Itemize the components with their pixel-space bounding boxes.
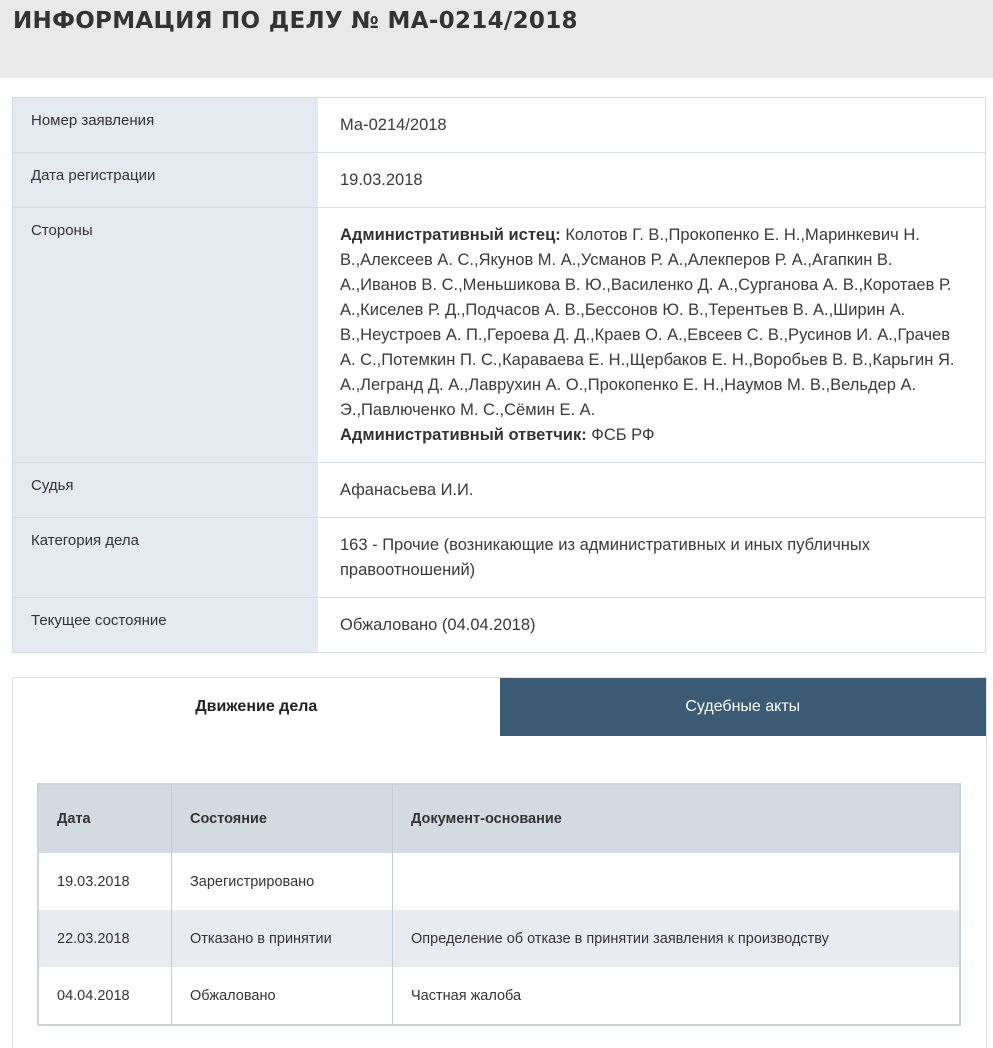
cell-state: Обжаловано [172,967,393,1025]
info-label: Номер заявления [13,98,318,152]
tab-bar [13,678,986,736]
plaintiff-list: Колотов Г. В.,Прокопенко Е. Н.,Маринкевич Н. В.,Алексеев А. С.,Якунов М. А.,Усманов Р. А.,Алекперов Р. А.,Агапкин В. А.,Иванов В. С.,Меньшикова В. Ю.,Василенко Д. А.,Сурганова А. В.,Коротаев Р. А.,Киселев Р. Д.,Подчасов А. В.,Бессонов Ю. В.,Терентьев В. А.,Ширин А. В.,Неустроев А. П.,Героева Д. Д.,Краев О. А.,Евсеев С. В.,Русинов И. А.,Грачев А. С.,Потемкин П. С.,Караваева Е. Н.,Щербаков Е. Н.,Воробьев В. В.,Карьгин Я. А.,Легранд Д. А.,Лаврухин А. О.,Прокопенко Е. Н.,Наумов М. В.,Вельдер А. Э.,Павлюченко М. С.,Сёмин Е. А. [340,226,955,419]
info-label: Стороны [13,208,318,462]
cell-date: 19.03.2018 [38,853,172,910]
table-header-row [38,784,960,853]
info-label: Судья [13,463,318,517]
info-row-parties [13,208,985,463]
column-header-date: Дата [38,784,172,853]
table-row [38,910,960,967]
table-row [38,967,960,1025]
info-row-status [13,598,985,652]
info-row-category [13,518,985,598]
tab-case-movement[interactable]: Движение дела [13,678,500,736]
parties-value [318,208,985,462]
table-row [38,853,960,910]
cell-date: 22.03.2018 [38,910,172,967]
column-header-state: Состояние [172,784,393,853]
cell-document: Определение об отказе в принятии заявления к производству [393,910,961,967]
info-row-judge [13,463,985,518]
info-value: Обжаловано (04.04.2018) [318,598,985,652]
page-title: ИНФОРМАЦИЯ ПО ДЕЛУ № МА-0214/2018 [13,8,578,34]
defendant-label: Административный ответчик: [340,426,587,444]
info-row-number [13,98,985,153]
defendant-value: ФСБ РФ [586,426,655,444]
info-value: 163 - Прочие (возникающие из административных и иных публичных правоотношений) [318,518,985,597]
cell-document: Частная жалоба [393,967,961,1025]
info-value: Ма-0214/2018 [318,98,985,152]
case-movement-table [37,783,961,1026]
cell-state: Зарегистрировано [172,853,393,910]
tab-court-acts[interactable]: Судебные акты [500,678,987,736]
info-label: Текущее состояние [13,598,318,652]
cell-state: Отказано в принятии [172,910,393,967]
info-label: Дата регистрации [13,153,318,207]
cell-date: 04.04.2018 [38,967,172,1025]
page-header [0,0,993,78]
info-value: 19.03.2018 [318,153,985,207]
plaintiff-label: Административный истец: [340,226,561,244]
column-header-document: Документ-основание [393,784,961,853]
info-label: Категория дела [13,518,318,597]
info-row-registration-date [13,153,985,208]
info-value: Афанасьева И.И. [318,463,985,517]
cell-document [393,853,961,910]
case-info-table [12,97,986,653]
